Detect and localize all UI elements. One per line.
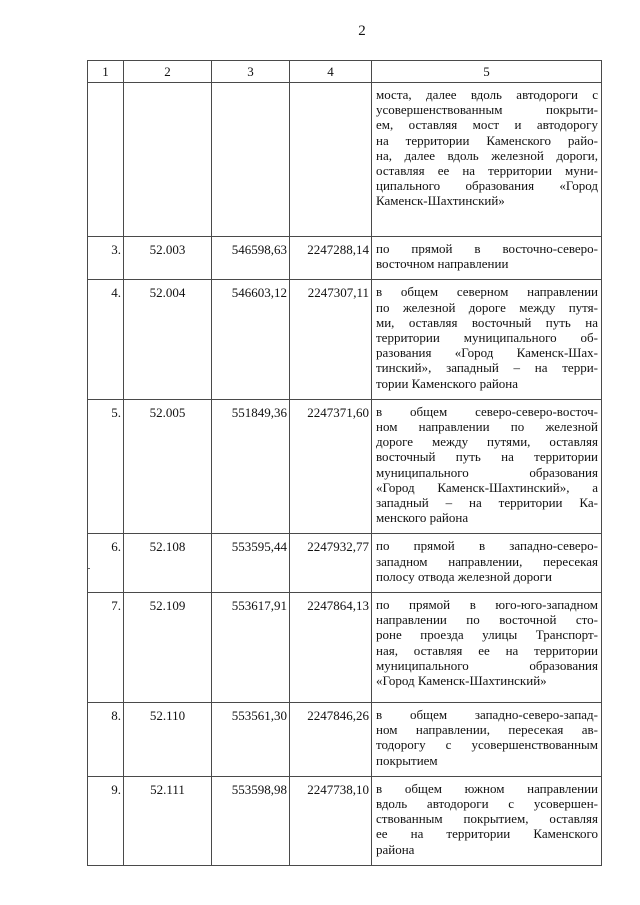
description-line: тинский», западный – на терри- xyxy=(376,360,598,376)
description-line: в общем северном направлении xyxy=(376,284,598,300)
description-line: разования «Город Каменск-Шах- xyxy=(376,345,598,361)
description-line: ее на территории Каменского xyxy=(376,826,598,842)
header-col-5: 5 xyxy=(372,61,602,83)
description-line: ствованным покрытием, оставляя xyxy=(376,811,598,827)
description-line: в общем северо-северо-восточ- xyxy=(376,403,598,419)
description-line: моста, далее вдоль автодороги с xyxy=(376,87,598,102)
description-line: на территории Каменского райо- xyxy=(376,132,598,148)
description-line: роне проезда улицы Транспорт- xyxy=(376,627,598,643)
description-line: «Город Каменск-Шахтинский» xyxy=(376,673,547,689)
coord-x: 553595,44 xyxy=(212,534,290,593)
point-code: 52.003 xyxy=(124,237,212,280)
boundary-description xyxy=(372,593,602,703)
description-line: оставляя ее на территории муни- xyxy=(376,163,598,179)
description-line: территории муниципального об- xyxy=(376,330,598,346)
boundary-description xyxy=(372,534,602,593)
table-row xyxy=(88,83,602,237)
boundary-description xyxy=(372,399,602,534)
point-code: 52.109 xyxy=(124,593,212,703)
row-number: 6. xyxy=(88,534,124,593)
point-code: 52.110 xyxy=(124,703,212,777)
row-number: 4. xyxy=(88,280,124,399)
header-col-1: 1 xyxy=(88,61,124,83)
description-line: в общем южном направлении xyxy=(376,780,598,796)
table-row xyxy=(88,776,602,865)
table-header xyxy=(88,61,602,83)
table-row xyxy=(88,237,602,280)
description-line: муниципального образования xyxy=(376,657,598,673)
row-number: 5. xyxy=(88,399,124,534)
coord-y xyxy=(290,83,372,237)
description-line: направлении по восточной сто- xyxy=(376,612,598,628)
description-line: усовершенствованным покрыти- xyxy=(376,102,598,118)
header-col-3: 3 xyxy=(212,61,290,83)
header-col-4: 4 xyxy=(290,61,372,83)
coord-y: 2247307,11 xyxy=(290,280,372,399)
table-body xyxy=(88,83,602,866)
boundary-description xyxy=(372,237,602,280)
description-line: вдоль автодороги с усовершен- xyxy=(376,796,598,812)
coord-y: 2247932,77 xyxy=(290,534,372,593)
description-line: на, далее вдоль железной дороги, xyxy=(376,147,598,163)
table-row xyxy=(88,399,602,534)
row-number: 3. xyxy=(88,237,124,280)
coord-x: 551849,36 xyxy=(212,399,290,534)
description-line: тории Каменского района xyxy=(376,375,519,391)
coord-x: 553598,98 xyxy=(212,776,290,865)
description-line: ципального образования «Город xyxy=(376,178,598,194)
page-number: 2 xyxy=(358,23,366,39)
description-line: муниципального образования xyxy=(376,464,598,480)
description-line: по прямой в западно-северо- xyxy=(376,538,598,554)
coord-y: 2247864,13 xyxy=(290,593,372,703)
description-line: в общем западно-северо-запад- xyxy=(376,707,598,723)
description-line: района xyxy=(376,841,415,857)
description-line: покрытием xyxy=(376,752,438,768)
table-row xyxy=(88,703,602,777)
coord-y: 2247846,26 xyxy=(290,703,372,777)
point-code: 52.108 xyxy=(124,534,212,593)
coord-y: 2247738,10 xyxy=(290,776,372,865)
coord-x: 553617,91 xyxy=(212,593,290,703)
description-line: Каменск-Шахтинский» xyxy=(376,193,505,209)
boundary-description xyxy=(372,776,602,865)
header-row xyxy=(88,61,602,83)
description-line: ми, оставляя восточный путь на xyxy=(376,314,598,330)
row-number: 7. xyxy=(88,593,124,703)
coord-x: 546598,63 xyxy=(212,237,290,280)
header-col-2: 2 xyxy=(124,61,212,83)
point-code: 52.111 xyxy=(124,776,212,865)
coord-y: 2247288,14 xyxy=(290,237,372,280)
description-line: ном направлении по железной xyxy=(376,419,598,435)
coord-x: 546603,12 xyxy=(212,280,290,399)
description-line: дороге между путями, оставляя xyxy=(376,434,598,450)
boundary-description xyxy=(372,703,602,777)
description-line: полосу отвода железной дороги xyxy=(376,568,552,584)
margin-mark xyxy=(88,568,90,569)
coord-x: 553561,30 xyxy=(212,703,290,777)
description-line: западном направлении, пересекая xyxy=(376,553,598,569)
row-number: 8. xyxy=(88,703,124,777)
table-row xyxy=(88,593,602,703)
description-line: восточном направлении xyxy=(376,256,509,272)
boundary-description xyxy=(372,280,602,399)
description-line: восточный путь на территории xyxy=(376,449,598,465)
description-line: менского района xyxy=(376,510,469,526)
row-number: 9. xyxy=(88,776,124,865)
description-line: по железной дороге между путя- xyxy=(376,299,598,315)
point-code: 52.004 xyxy=(124,280,212,399)
coord-y: 2247371,60 xyxy=(290,399,372,534)
point-code xyxy=(124,83,212,237)
description-line: по прямой в восточно-северо- xyxy=(376,241,598,256)
row-number xyxy=(88,83,124,237)
boundary-points-table xyxy=(87,60,602,866)
point-code: 52.005 xyxy=(124,399,212,534)
description-line: западный – на территории Ка- xyxy=(376,495,598,511)
description-line: ном направлении, пересекая ав- xyxy=(376,722,598,738)
boundary-description xyxy=(372,83,602,237)
table-row xyxy=(88,280,602,399)
description-line: ная, оставляя ее на территории xyxy=(376,642,598,658)
description-line: ем, оставляя мост и автодорогу xyxy=(376,117,598,133)
description-line: по прямой в юго-юго-западном xyxy=(376,597,598,613)
coord-x xyxy=(212,83,290,237)
description-line: «Город Каменск-Шахтинский», а xyxy=(376,479,598,495)
description-line: тодорогу с усовершенствованным xyxy=(376,737,598,753)
table-row xyxy=(88,534,602,593)
